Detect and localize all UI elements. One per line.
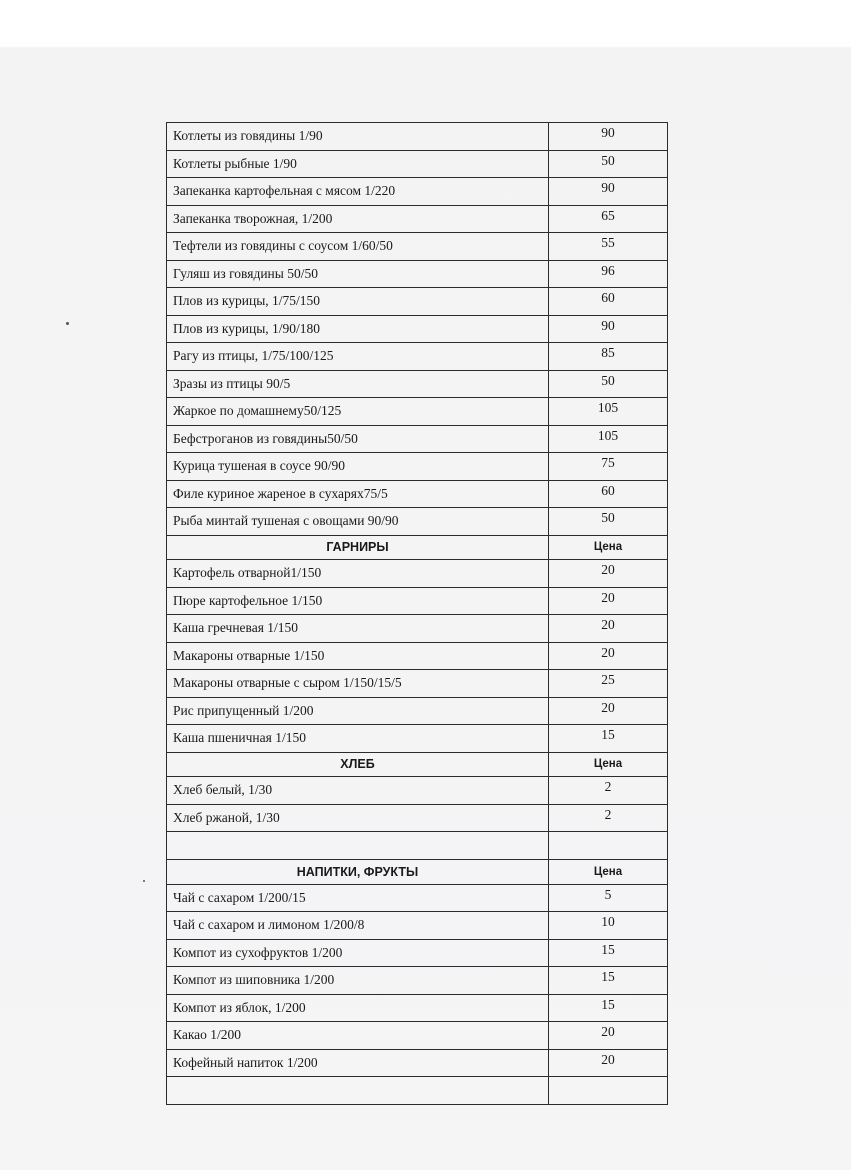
dish-name: Хлеб ржаной, 1/30	[167, 804, 549, 832]
dish-name: Плов из курицы, 1/75/150	[167, 288, 549, 316]
menu-item-row	[167, 288, 668, 316]
dish-name: Макароны отварные 1/150	[167, 642, 549, 670]
dish-price: 65	[549, 205, 668, 233]
menu-item-row	[167, 480, 668, 508]
dish-price: 5	[549, 884, 668, 912]
menu-item-row	[167, 343, 668, 371]
dish-name: Каша гречневая 1/150	[167, 615, 549, 643]
price-column-header: Цена	[549, 860, 668, 885]
dish-price: 96	[549, 260, 668, 288]
menu-item-row	[167, 205, 668, 233]
section-title: ХЛЕБ	[167, 752, 549, 777]
section-header-row	[167, 860, 668, 885]
menu-item-row	[167, 425, 668, 453]
menu-item-row	[167, 453, 668, 481]
dish-name: Компот из сухофруктов 1/200	[167, 939, 549, 967]
price-column-header: Цена	[549, 752, 668, 777]
empty-row	[167, 832, 668, 860]
dish-name: Рагу из птицы, 1/75/100/125	[167, 343, 549, 371]
menu-item-row	[167, 939, 668, 967]
menu-item-row	[167, 150, 668, 178]
menu-item-row	[167, 967, 668, 995]
menu-item-row	[167, 697, 668, 725]
dish-price: 20	[549, 642, 668, 670]
menu-item-row	[167, 315, 668, 343]
dish-name: Макароны отварные с сыром 1/150/15/5	[167, 670, 549, 698]
section-title: ГАРНИРЫ	[167, 535, 549, 560]
dish-name: Чай с сахаром 1/200/15	[167, 884, 549, 912]
menu-item-row	[167, 912, 668, 940]
menu-item-row	[167, 994, 668, 1022]
dish-price	[549, 832, 668, 860]
dish-name: Котлеты рыбные 1/90	[167, 150, 549, 178]
dish-price: 20	[549, 1022, 668, 1050]
dish-price: 15	[549, 967, 668, 995]
dish-name: Бефстроганов из говядины50/50	[167, 425, 549, 453]
dish-name: Каша пшеничная 1/150	[167, 725, 549, 753]
menu-item-row	[167, 1049, 668, 1077]
dish-name: Компот из яблок, 1/200	[167, 994, 549, 1022]
dish-name: Пюре картофельное 1/150	[167, 587, 549, 615]
dish-price: 90	[549, 123, 668, 151]
dish-price: 90	[549, 178, 668, 206]
menu-item-row	[167, 178, 668, 206]
dish-name: Тефтели из говядины с соусом 1/60/50	[167, 233, 549, 261]
section-title: НАПИТКИ, ФРУКТЫ	[167, 860, 549, 885]
section-header-row	[167, 535, 668, 560]
dish-name: Зразы из птицы 90/5	[167, 370, 549, 398]
dish-price: 15	[549, 725, 668, 753]
dish-name: Хлеб белый, 1/30	[167, 777, 549, 805]
dish-price: 20	[549, 615, 668, 643]
dish-price: 50	[549, 150, 668, 178]
dish-price: 105	[549, 425, 668, 453]
menu-item-row	[167, 370, 668, 398]
dish-price: 105	[549, 398, 668, 426]
dish-name: Филе куриное жареное в сухарях75/5	[167, 480, 549, 508]
dish-name	[167, 1077, 549, 1105]
dish-name: Какао 1/200	[167, 1022, 549, 1050]
dish-name: Чай с сахаром и лимоном 1/200/8	[167, 912, 549, 940]
dish-price: 25	[549, 670, 668, 698]
dish-price: 90	[549, 315, 668, 343]
dish-price	[549, 1077, 668, 1105]
price-column-header: Цена	[549, 535, 668, 560]
dish-name: Гуляш из говядины 50/50	[167, 260, 549, 288]
dish-price: 60	[549, 288, 668, 316]
section-header-row	[167, 752, 668, 777]
dish-name: Кофейный напиток 1/200	[167, 1049, 549, 1077]
dish-price: 55	[549, 233, 668, 261]
dish-price: 60	[549, 480, 668, 508]
dish-name: Рис припущенный 1/200	[167, 697, 549, 725]
menu-item-row	[167, 508, 668, 536]
menu-item-row	[167, 615, 668, 643]
dish-price: 2	[549, 804, 668, 832]
menu-item-row	[167, 123, 668, 151]
scan-speck	[66, 322, 69, 325]
menu-item-row	[167, 560, 668, 588]
dish-price: 2	[549, 777, 668, 805]
dish-name: Рыба минтай тушеная с овощами 90/90	[167, 508, 549, 536]
menu-item-row	[167, 884, 668, 912]
dish-name: Жаркое по домашнему50/125	[167, 398, 549, 426]
menu-item-row	[167, 642, 668, 670]
dish-price: 10	[549, 912, 668, 940]
menu-item-row	[167, 725, 668, 753]
menu-item-row	[167, 260, 668, 288]
dish-name: Курица тушеная в соусе 90/90	[167, 453, 549, 481]
dish-price: 20	[549, 1049, 668, 1077]
dish-name	[167, 832, 549, 860]
dish-price: 20	[549, 587, 668, 615]
dish-name: Запеканка картофельная с мясом 1/220	[167, 178, 549, 206]
menu-item-row	[167, 777, 668, 805]
dish-price: 50	[549, 370, 668, 398]
menu-price-table	[166, 122, 668, 1105]
dish-price: 15	[549, 939, 668, 967]
dish-name: Картофель отварной1/150	[167, 560, 549, 588]
scan-speck	[143, 880, 145, 882]
dish-price: 85	[549, 343, 668, 371]
empty-row	[167, 1077, 668, 1105]
menu-item-row	[167, 398, 668, 426]
dish-name: Плов из курицы, 1/90/180	[167, 315, 549, 343]
menu-item-row	[167, 233, 668, 261]
dish-name: Запеканка творожная, 1/200	[167, 205, 549, 233]
menu-item-row	[167, 804, 668, 832]
dish-price: 15	[549, 994, 668, 1022]
menu-item-row	[167, 670, 668, 698]
menu-item-row	[167, 587, 668, 615]
menu-item-row	[167, 1022, 668, 1050]
dish-price: 20	[549, 560, 668, 588]
dish-price: 75	[549, 453, 668, 481]
dish-price: 50	[549, 508, 668, 536]
dish-price: 20	[549, 697, 668, 725]
menu-table-body	[167, 123, 668, 1105]
dish-name: Котлеты из говядины 1/90	[167, 123, 549, 151]
dish-name: Компот из шиповника 1/200	[167, 967, 549, 995]
